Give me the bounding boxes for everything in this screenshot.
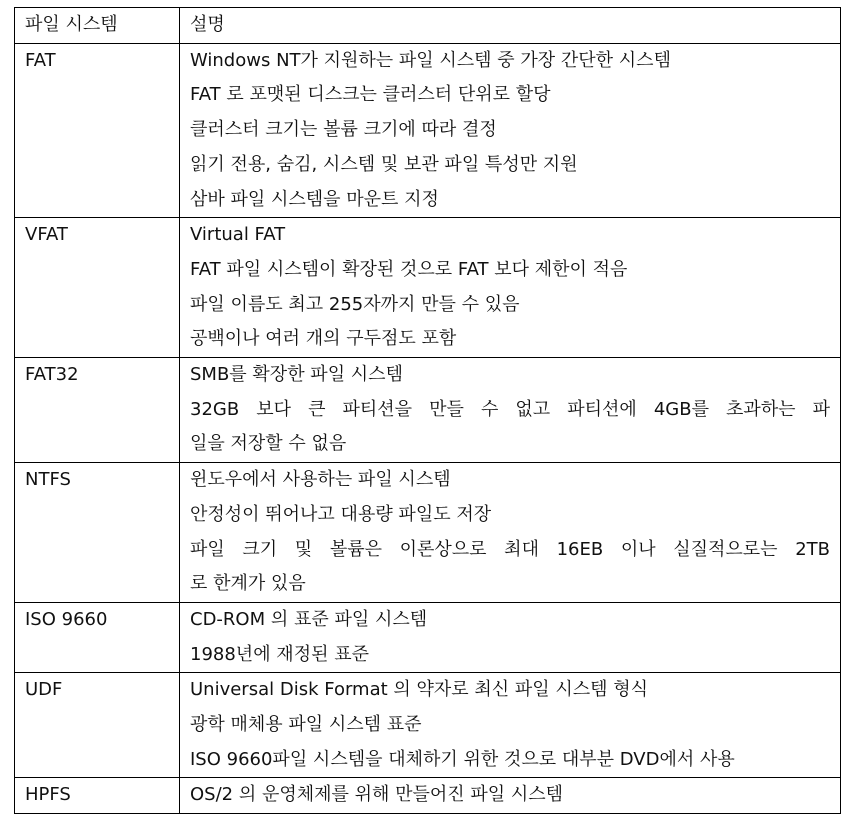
description-line: Universal Disk Format 의 약자로 최신 파일 시스템 형식 — [190, 679, 649, 701]
fs-name: VFAT — [15, 218, 180, 358]
table-row — [15, 602, 841, 672]
description-line: 일을 저장할 수 없음 — [190, 433, 347, 455]
description-line: FAT 로 포맷된 디스크는 클러스터 단위로 할당 — [190, 84, 551, 106]
description-line: SMB를 확장한 파일 시스템 — [190, 364, 403, 386]
description-line: Virtual FAT — [190, 224, 286, 246]
fs-name: FAT32 — [15, 358, 180, 463]
description-line: 1988년에 재정된 표준 — [190, 643, 369, 665]
fs-description — [180, 463, 841, 603]
fs-name: HPFS — [15, 778, 180, 814]
description-line: ISO 9660파일 시스템을 대체하기 위한 것으로 대부분 DVD에서 사용 — [190, 748, 735, 770]
table-row — [15, 673, 841, 778]
fs-name: NTFS — [15, 463, 180, 603]
description-line: 클러스터 크기는 볼륨 크기에 따라 결정 — [190, 119, 497, 141]
table-row — [15, 463, 841, 603]
header-file-system: 파일 시스템 — [15, 8, 180, 44]
description-line: FAT 파일 시스템이 확장된 것으로 FAT 보다 제한이 적음 — [190, 258, 628, 280]
description-line: 파일 이름도 최고 255자까지 만들 수 있음 — [190, 293, 520, 315]
description-line: 파일 크기 및 볼륨은 이론상으로 최대 16EB 이나 실질적으로는 2TB — [190, 538, 830, 560]
fs-name: ISO 9660 — [15, 602, 180, 672]
table-row — [15, 43, 841, 218]
fs-description — [180, 358, 841, 463]
description-line: 공백이나 여러 개의 구두점도 포함 — [190, 328, 457, 350]
description-line: 윈도우에서 사용하는 파일 시스템 — [190, 469, 451, 491]
fs-description — [180, 673, 841, 778]
description-line: 로 한계가 있음 — [190, 573, 306, 595]
fs-name: FAT — [15, 43, 180, 218]
description-line: 읽기 전용, 숨김, 시스템 및 보관 파일 특성만 지원 — [190, 153, 578, 175]
fs-description — [180, 602, 841, 672]
file-system-table — [14, 7, 841, 814]
description-line: 32GB 보다 큰 파티션을 만들 수 없고 파티션에 4GB를 초과하는 파 — [190, 398, 830, 420]
description-line: 광학 매체용 파일 시스템 표준 — [190, 714, 422, 736]
fs-name: UDF — [15, 673, 180, 778]
fs-description — [180, 43, 841, 218]
description-line: Windows NT가 지원하는 파일 시스템 중 가장 간단한 시스템 — [190, 49, 671, 71]
header-description: 설명 — [180, 8, 841, 44]
fs-description — [180, 778, 841, 814]
description-line: 삼바 파일 시스템을 마운트 지정 — [190, 188, 439, 210]
table-header-row — [15, 8, 841, 44]
table-row — [15, 218, 841, 358]
description-line: OS/2 의 운영체제를 위해 만들어진 파일 시스템 — [190, 784, 564, 806]
table-row — [15, 778, 841, 814]
description-line: 안정성이 뛰어나고 대용량 파일도 저장 — [190, 503, 492, 525]
fs-description — [180, 218, 841, 358]
table-row — [15, 358, 841, 463]
description-line: CD-ROM 의 표준 파일 시스템 — [190, 608, 428, 630]
